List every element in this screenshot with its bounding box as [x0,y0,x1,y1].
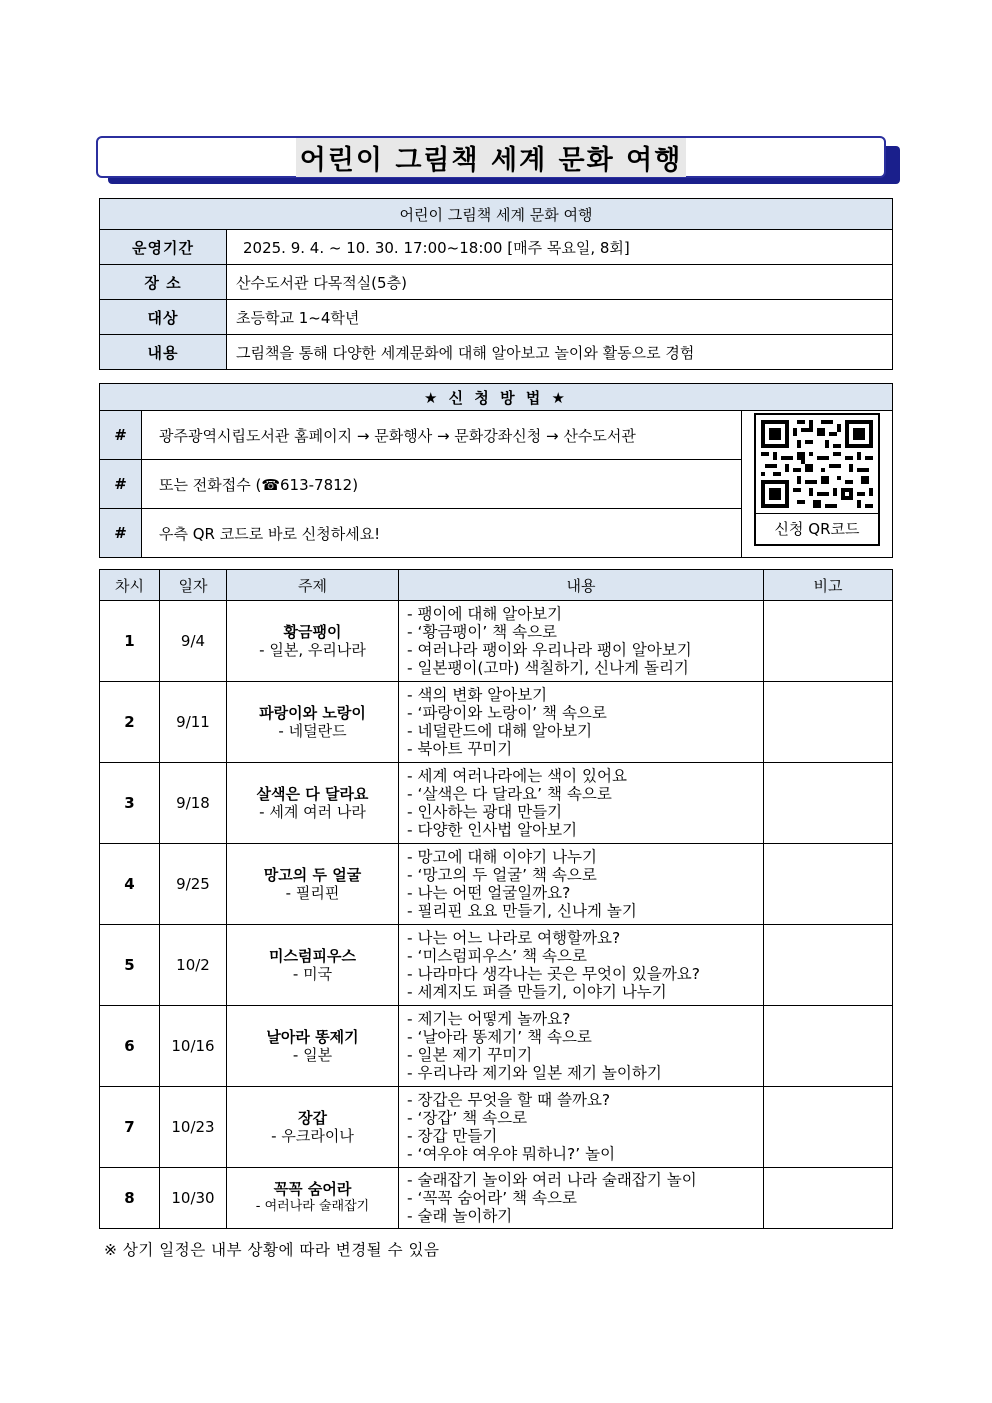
schedule-row [100,1168,893,1229]
content-item: - 술래잡기 놀이와 여러 나라 술래잡기 놀이 [407,1170,697,1189]
content-item: - 술래 놀이하기 [407,1207,513,1226]
schedule-table [99,569,893,1229]
info-label-period: 운영기간 [100,230,227,265]
topic-title: 파랑이와 노랑이 [259,704,366,722]
session-remarks [764,844,893,925]
content-item: - 우리나라 제기와 일본 제기 놀이하기 [407,1064,662,1083]
session-number: 5 [100,925,160,1006]
method-homepage: 광주광역시립도서관 홈페이지 → 문화행사 → 문화강좌신청 → 산수도서관 [142,411,742,460]
content-item: - 인사하는 광대 만들기 [407,803,563,821]
schedule-row [100,844,893,925]
content-item: - 망고에 대해 이야기 나누기 [407,847,598,866]
content-item: - ‘황금팽이’ 책 속으로 [407,622,558,641]
content-item: - 나는 어느 나라로 여행할까요? [407,928,621,947]
content-item: - 일본 제기 꾸미기 [407,1046,533,1064]
info-label-place: 장 소 [100,265,227,300]
schedule-row [100,763,893,844]
qr-frame [754,413,880,546]
content-item: - 필리핀 요요 만들기, 신나게 놀기 [407,902,637,921]
content-item: - ‘장갑’ 책 속으로 [407,1108,528,1127]
session-number: 6 [100,1006,160,1087]
session-content [399,1006,764,1087]
info-value-place: 산수도서관 다목적실(5층) [227,265,893,300]
session-topic [227,1006,399,1087]
schedule-row [100,925,893,1006]
session-number: 2 [100,682,160,763]
session-date: 10/23 [160,1087,227,1168]
qr-cell [742,411,893,558]
topic-country: - 일본 [292,1046,333,1064]
method-mark: # [100,411,142,460]
topic-country: - 필리핀 [285,884,340,902]
application-method-table [99,383,893,558]
col-header-content: 내용 [399,570,764,601]
session-remarks [764,601,893,682]
footnote: ※ 상기 일정은 내부 상황에 따라 변경될 수 있음 [104,1241,440,1259]
qr-code-image[interactable] [756,415,878,514]
content-item: - 세계지도 퍼즐 만들기, 이야기 나누기 [407,983,667,1002]
title-banner [96,136,900,184]
schedule-row [100,601,893,682]
content-item: - ‘날아라 똥제기’ 책 속으로 [407,1027,592,1046]
col-header-date: 일자 [160,570,227,601]
topic-country: - 네덜란드 [278,722,347,740]
method-header: ★ 신 청 방 법 ★ [100,384,893,411]
method-mark: # [100,460,142,509]
method-qr: 우측 QR 코드로 바로 신청하세요! [142,509,742,558]
content-item: - 제기는 어떻게 놀까요? [407,1009,571,1028]
col-header-topic: 주제 [227,570,399,601]
topic-title: 꼭꼭 숨어라 [273,1180,352,1198]
session-remarks [764,1087,893,1168]
session-number: 1 [100,601,160,682]
method-mark: # [100,509,142,558]
session-date: 9/25 [160,844,227,925]
session-date: 10/30 [160,1168,227,1229]
topic-title: 미스럼피우스 [269,947,356,965]
session-date: 9/18 [160,763,227,844]
info-value-target: 초등학교 1~4학년 [227,300,893,335]
session-topic [227,763,399,844]
content-item: - ‘파랑이와 노랑이’ 책 속으로 [407,703,607,722]
content-item: - ‘미스럼피우스’ 책 속으로 [407,946,587,965]
session-number: 3 [100,763,160,844]
topic-title: 망고의 두 얼굴 [263,866,362,884]
session-number: 8 [100,1168,160,1229]
session-number: 4 [100,844,160,925]
method-phone: 또는 전화접수 (☎613-7812) [142,460,742,509]
session-date: 10/16 [160,1006,227,1087]
topic-title: 장갑 [298,1109,327,1127]
content-item: - 팽이에 대해 알아보기 [407,604,563,623]
schedule-row [100,1006,893,1087]
content-item: - 장갑은 무엇을 할 때 쓸까요? [407,1090,611,1109]
session-date: 10/2 [160,925,227,1006]
schedule-row [100,682,893,763]
content-item: - 장갑 만들기 [407,1127,498,1145]
topic-country: - 일본, 우리나라 [259,641,366,659]
session-content [399,844,764,925]
content-item: - 나라마다 생각나는 곳은 무엇이 있을까요? [407,965,700,983]
topic-country: - 여러나라 술래잡기 [255,1199,370,1214]
session-content [399,763,764,844]
session-content [399,1168,764,1229]
topic-country: - 세계 여러 나라 [259,803,366,821]
content-item: - 여러나라 팽이와 우리나라 팽이 알아보기 [407,641,692,659]
session-remarks [764,1168,893,1229]
content-item: - 일본팽이(고마) 색칠하기, 신나게 돌리기 [407,659,689,678]
content-item: - ‘꼭꼭 숨어라’ 책 속으로 [407,1188,577,1207]
info-table-header: 어린이 그림책 세계 문화 여행 [100,199,893,230]
schedule-header-row [100,570,893,601]
session-date: 9/4 [160,601,227,682]
session-topic [227,844,399,925]
session-remarks [764,1006,893,1087]
info-table [99,198,893,370]
session-date: 9/11 [160,682,227,763]
schedule-row [100,1087,893,1168]
info-value-period: 2025. 9. 4. ~ 10. 30. 17:00~18:00 [매주 목요일, 8회] [227,230,893,265]
topic-title: 황금팽이 [283,623,342,641]
session-topic [227,1087,399,1168]
qr-label: 신청 QR코드 [774,520,860,538]
session-topic [227,1168,399,1229]
topic-title: 날아라 똥제기 [266,1028,359,1046]
content-item: - 나는 어떤 얼굴일까요? [407,884,571,902]
topic-title: 살색은 다 달라요 [256,785,369,803]
content-item: - ‘망고의 두 얼굴’ 책 속으로 [407,865,597,884]
session-topic [227,601,399,682]
session-number: 7 [100,1087,160,1168]
topic-country: - 미국 [292,965,333,983]
col-header-session: 차시 [100,570,160,601]
page-title: 어린이 그림책 세계 문화 여행 [296,138,687,177]
content-item: - ‘여우야 여우야 뭐하니?’ 놀이 [407,1145,616,1164]
session-remarks [764,682,893,763]
topic-country: - 우크라이나 [271,1127,354,1145]
session-remarks [764,763,893,844]
content-item: - ‘살색은 다 달라요’ 책 속으로 [407,784,612,803]
info-label-content: 내용 [100,335,227,370]
content-item: - 세계 여러나라에는 색이 있어요 [407,766,627,785]
session-content [399,1087,764,1168]
session-content [399,682,764,763]
content-item: - 색의 변화 알아보기 [407,685,548,704]
session-remarks [764,925,893,1006]
session-content [399,925,764,1006]
session-content [399,601,764,682]
col-header-remarks: 비고 [764,570,893,601]
session-topic [227,925,399,1006]
content-item: - 다양한 인사법 알아보기 [407,821,578,840]
info-label-target: 대상 [100,300,227,335]
content-item: - 북아트 꾸미기 [407,740,513,759]
content-item: - 네덜란드에 대해 알아보기 [407,722,593,740]
title-box [96,136,886,178]
session-topic [227,682,399,763]
info-value-content: 그림책을 통해 다양한 세계문화에 대해 알아보고 놀이와 활동으로 경험 [227,335,893,370]
